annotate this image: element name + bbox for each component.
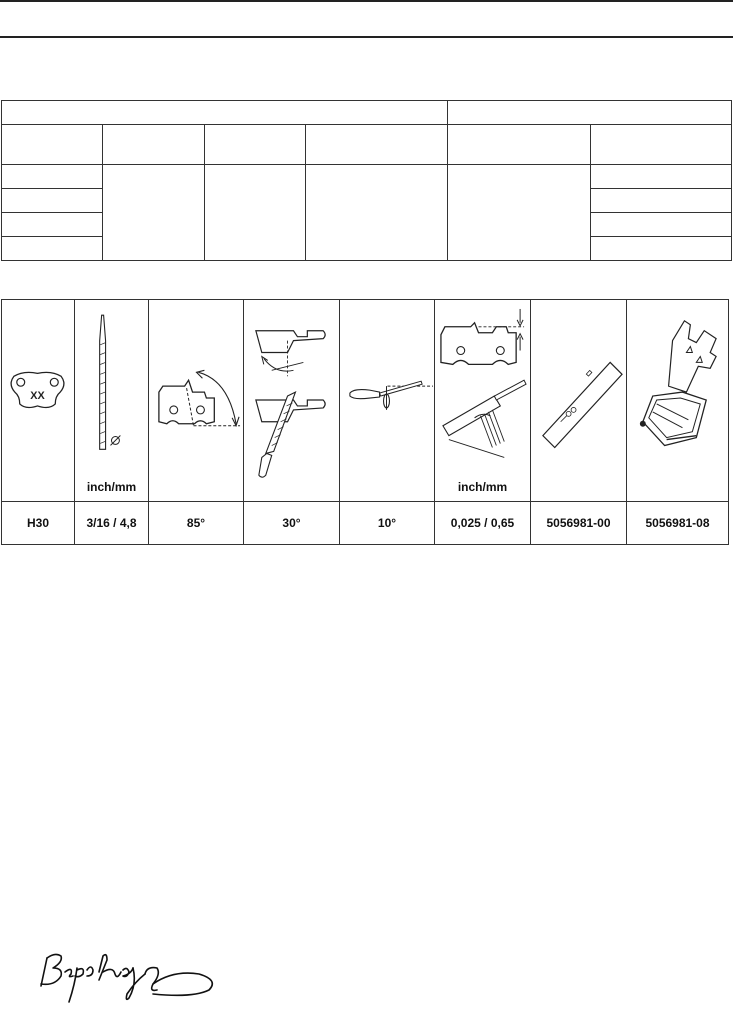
handwritten-signature-icon bbox=[33, 944, 223, 1012]
depth-gauge-setting-value: 0,025 / 0,65 bbox=[435, 502, 531, 545]
chain-marking-cell bbox=[2, 300, 75, 502]
sharpening-values-row bbox=[2, 502, 729, 545]
side-plate-angle-cell bbox=[149, 300, 244, 502]
spec-col-header-1 bbox=[2, 125, 103, 165]
spec-col-header-6 bbox=[591, 125, 732, 165]
top-plate-angle-icon bbox=[244, 300, 339, 501]
spec-merged-cell bbox=[306, 165, 448, 261]
spec-cell bbox=[591, 189, 732, 213]
depth-gauge-cell bbox=[435, 300, 531, 502]
spec-cell bbox=[2, 213, 103, 237]
spec-merged-cell bbox=[103, 165, 205, 261]
spec-cell bbox=[2, 237, 103, 261]
spec-cell bbox=[591, 165, 732, 189]
spec-merged-cell bbox=[448, 165, 591, 261]
spec-group-header-left bbox=[2, 101, 448, 125]
chain-value: H30 bbox=[2, 502, 75, 545]
depth-gauge-icon bbox=[435, 300, 530, 501]
spec-row bbox=[2, 165, 732, 189]
depth-gauge-unit: inch/mm bbox=[457, 480, 508, 494]
spec-col-header-3 bbox=[205, 125, 306, 165]
spec-cell bbox=[591, 237, 732, 261]
file-tilt-angle-value: 10° bbox=[340, 502, 435, 545]
svg-text:XX: XX bbox=[30, 390, 45, 403]
round-file-icon bbox=[75, 300, 148, 501]
file-diameter-value: 3/16 / 4,8 bbox=[75, 502, 149, 545]
specification-table bbox=[1, 100, 732, 261]
spec-header-row-2 bbox=[2, 125, 732, 165]
file-gauge-cell bbox=[531, 300, 627, 502]
file-tilt-icon bbox=[340, 300, 434, 501]
file-tilt-cell bbox=[340, 300, 435, 502]
spec-cell bbox=[2, 165, 103, 189]
sharpening-illustration-row bbox=[2, 300, 729, 502]
depth-gauge-tool-cell bbox=[627, 300, 729, 502]
chain-marking-icon bbox=[2, 300, 74, 501]
file-gauge-part-value: 5056981-00 bbox=[531, 502, 627, 545]
top-plate-angle-value: 30° bbox=[244, 502, 340, 545]
spec-col-header-2 bbox=[103, 125, 205, 165]
spec-header-row-1 bbox=[2, 101, 732, 125]
spec-col-header-4 bbox=[306, 125, 448, 165]
spec-col-header-5 bbox=[448, 125, 591, 165]
round-file-cell bbox=[75, 300, 149, 502]
file-gauge-icon bbox=[531, 300, 626, 501]
page-top-rule bbox=[0, 0, 733, 2]
spec-group-header-right bbox=[448, 101, 732, 125]
top-plate-angle-cell bbox=[244, 300, 340, 502]
file-diameter-unit: inch/mm bbox=[86, 480, 137, 494]
spec-cell bbox=[2, 189, 103, 213]
sharpening-table bbox=[1, 299, 729, 545]
header-rule bbox=[0, 36, 733, 38]
depth-gauge-tool-part-value: 5056981-08 bbox=[627, 502, 729, 545]
spec-cell bbox=[591, 213, 732, 237]
side-plate-angle-value: 85° bbox=[149, 502, 244, 545]
depth-gauge-tool-icon bbox=[627, 300, 728, 501]
side-plate-angle-icon bbox=[149, 300, 243, 501]
spec-merged-cell bbox=[205, 165, 306, 261]
